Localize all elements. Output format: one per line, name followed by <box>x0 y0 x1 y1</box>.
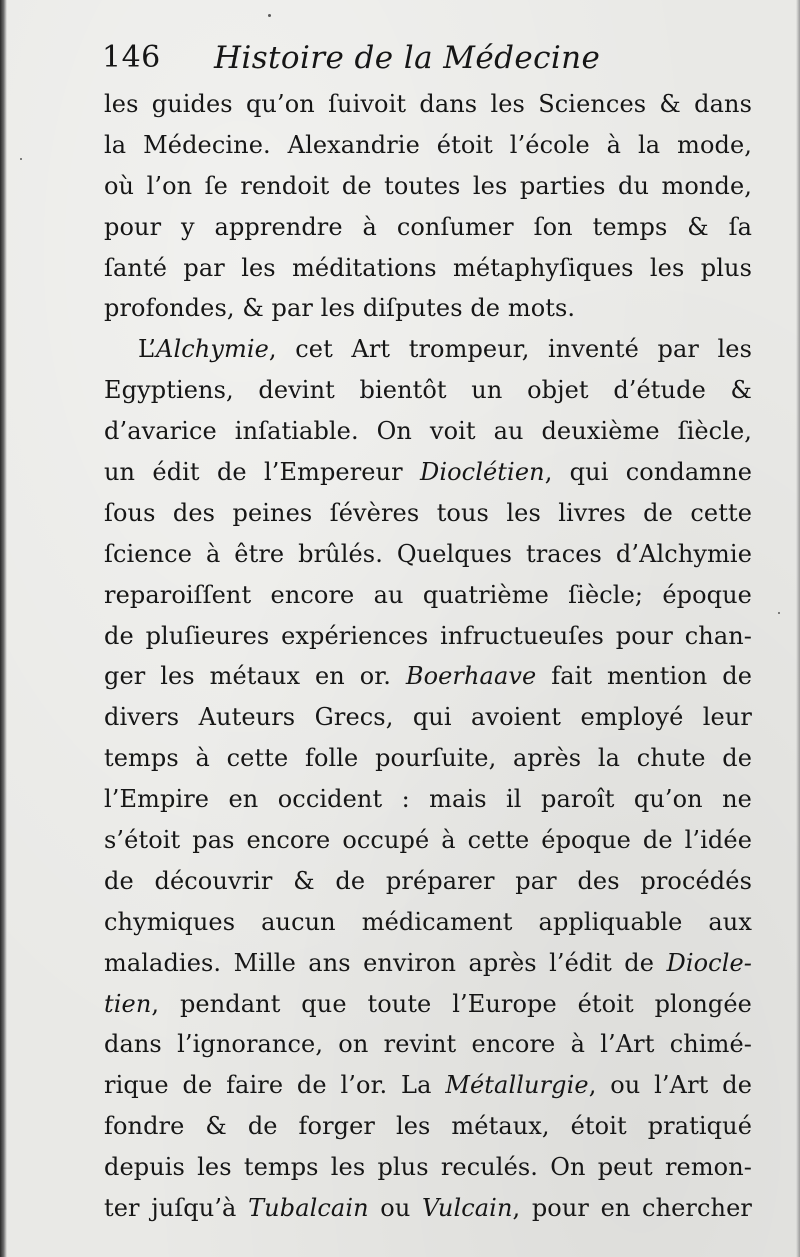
line-text: les guides qu’on ſuivoit dans les Sciences & dans <box>104 90 752 118</box>
line-text: maladies. Mille ans environ après l’édit de <box>104 948 667 977</box>
line-text: reparoiſſent encore au quatrième ſiècle; époque <box>104 580 752 609</box>
text-line <box>104 329 752 370</box>
line-text: , cet Art trompeur, inventé par les <box>268 335 752 364</box>
text-line <box>104 697 752 738</box>
line-text: temps à cette folle pourſuite, après la chute de <box>104 744 752 773</box>
line-text: chymiques aucun médicament appliquable aux <box>104 907 752 936</box>
line-text: de pluſieures expériences infructueuſes pour chan- <box>104 621 752 650</box>
text-line <box>104 902 752 943</box>
italic-term: Vulcain <box>421 1194 513 1223</box>
line-text: la Médecine. Alexandrie étoit l’école à la mode, <box>104 130 752 159</box>
line-text: où l’on ſe rendoit de toutes les parties du monde, <box>104 171 752 200</box>
text-line <box>104 656 752 697</box>
line-text: fait mention de <box>536 662 752 691</box>
text-line <box>104 779 752 820</box>
text-line <box>104 1024 752 1065</box>
italic-term: Tubalcain <box>248 1194 369 1223</box>
page-number: 146 <box>102 40 161 75</box>
print-speck <box>268 14 271 17</box>
text-line <box>104 166 752 207</box>
italic-term: Alchymie <box>156 335 269 364</box>
line-text: dans l’ignorance, on revint encore à l’Art chimé- <box>104 1030 752 1059</box>
line-text: depuis les temps les plus reculés. On peut remon- <box>104 1153 752 1182</box>
text-line <box>104 984 752 1025</box>
body-text <box>104 84 752 1229</box>
line-text: divers Auteurs Grecs, qui avoient employé leur <box>104 703 752 732</box>
line-text: ger les métaux en or. <box>104 662 406 691</box>
text-line <box>104 248 752 289</box>
line-text: d’avarice inſatiable. On voit au deuxième ſiècle, <box>104 417 752 446</box>
text-line <box>104 575 752 616</box>
line-text: Egyptiens, devint bientôt un objet d’étude & <box>104 376 752 405</box>
italic-term: Métallurgie <box>445 1071 589 1100</box>
italic-term: tien <box>104 989 152 1018</box>
page-right-shadow <box>796 0 800 1257</box>
print-speck <box>778 612 780 614</box>
italic-term: Diocle- <box>666 948 752 977</box>
line-text: ſanté par les méditations métaphyſiques les plus <box>104 253 752 282</box>
text-line <box>104 370 752 411</box>
italic-term: Dioclétien <box>420 458 545 487</box>
line-text: pour y apprendre à conſumer ſon temps & ſa <box>104 212 752 241</box>
line-text: l’Empire en occident : mais il paroît qu’on ne <box>104 785 752 814</box>
line-text: fondre & de forger les métaux, étoit pratiqué <box>104 1112 752 1141</box>
line-text: profondes, & par les diſputes de mots. <box>104 294 576 323</box>
text-line <box>104 738 752 779</box>
text-line <box>104 207 752 248</box>
line-text: de découvrir & de préparer par des procédés <box>104 866 752 895</box>
text-line <box>104 411 752 452</box>
page-left-shadow <box>0 0 7 1257</box>
line-text: , ou l’Art de <box>588 1071 752 1100</box>
line-text: , pour en chercher <box>512 1194 752 1223</box>
text-line <box>104 452 752 493</box>
text-line <box>104 861 752 902</box>
text-line <box>104 84 752 125</box>
line-text: s’étoit pas encore occupé à cette époque de l’idée <box>104 826 752 855</box>
running-title: Histoire de la Médecine <box>214 40 601 76</box>
line-text: un édit de l’Empereur <box>104 458 421 487</box>
line-text: , qui condamne <box>544 458 752 487</box>
text-line <box>104 493 752 534</box>
line-text: ter juſqu’à <box>104 1194 249 1223</box>
text-line <box>104 288 752 329</box>
line-text: , pendant que toute l’Europe étoit plongée <box>151 989 752 1018</box>
text-line <box>104 1147 752 1188</box>
text-line <box>104 820 752 861</box>
text-line <box>104 1188 752 1229</box>
line-text: rique de faire de l’or. La <box>104 1071 446 1100</box>
text-line <box>104 616 752 657</box>
text-line <box>104 1106 752 1147</box>
text-line <box>104 534 752 575</box>
text-line <box>104 943 752 984</box>
line-text: ſous des peines ſévères tous les livres de cette <box>104 498 752 527</box>
text-line <box>104 125 752 166</box>
italic-term: Boerhaave <box>405 662 537 691</box>
print-speck <box>20 158 22 160</box>
line-text: ou <box>368 1194 422 1223</box>
running-header <box>102 38 632 82</box>
text-line <box>104 1065 752 1106</box>
line-text: ſcience à être brûlés. Quelques traces d’Alchymie <box>104 539 752 568</box>
line-text: L’ <box>138 335 157 364</box>
